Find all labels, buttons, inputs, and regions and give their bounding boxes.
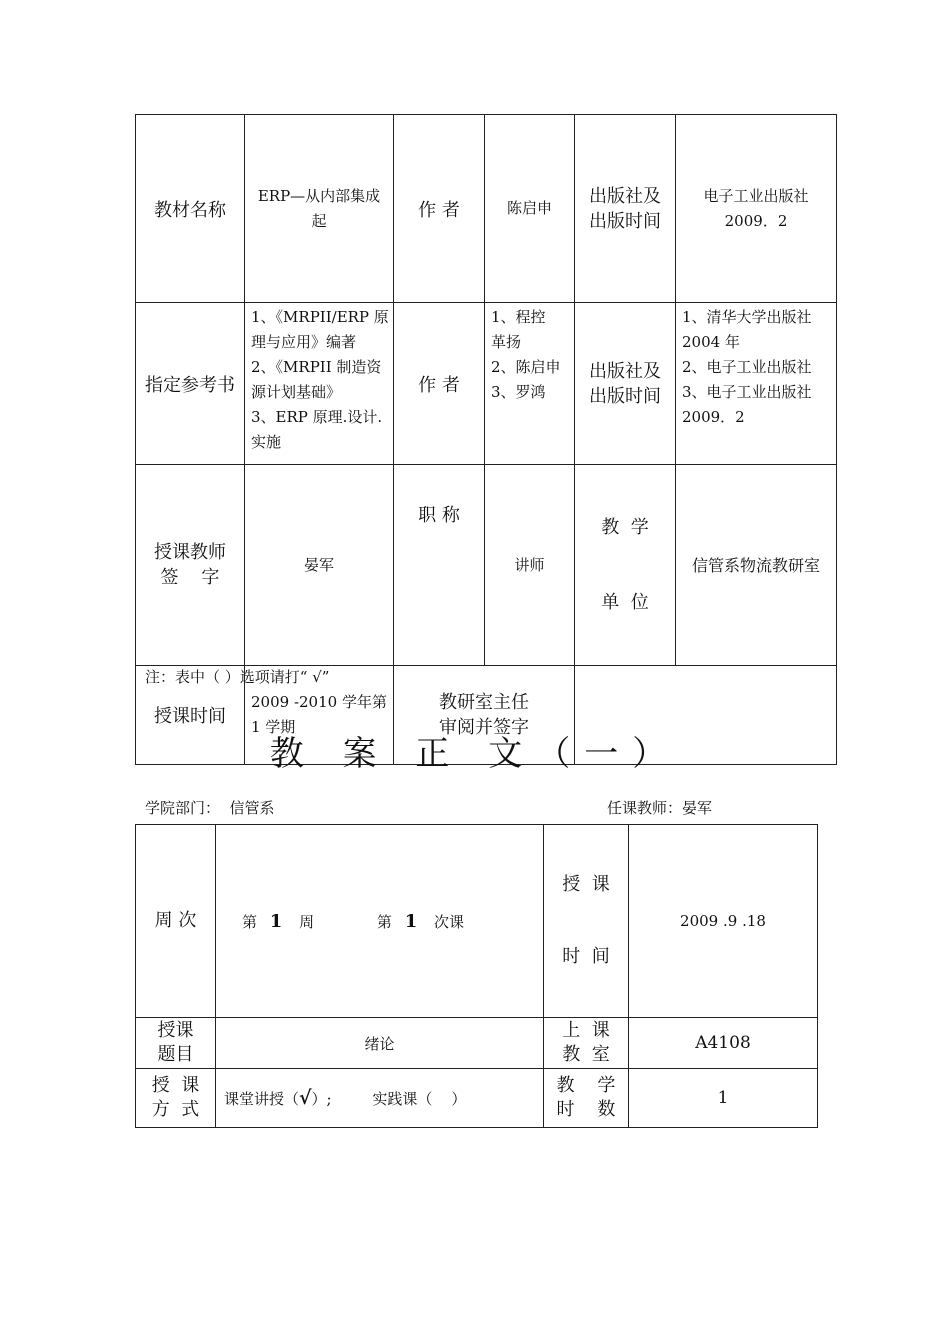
teaching-time-label: 授课时间 (136, 666, 245, 765)
publisher-value: 电子工业出版社 2009．2 (676, 115, 837, 303)
page-title: 教 案 正 文（一） (269, 734, 681, 774)
instructor-sign-label: 授课教师 签 字 (136, 465, 245, 666)
class-hours-label: 教 学 时 数 (544, 1069, 629, 1128)
department-line: 学院部门： 信管系 (145, 799, 275, 817)
textbook-label: 教材名称 (136, 115, 245, 303)
teach-date-value: 2009 .9 .18 (629, 825, 818, 1018)
author-value: 陈启申 (485, 115, 575, 303)
instructor-row (136, 465, 837, 666)
publisher-label: 出版社及 出版时间 (575, 115, 676, 303)
teacher-line: 任课教师：晏军 (607, 799, 713, 817)
teaching-unit-value: 信管系物流教研室 (676, 465, 837, 666)
reference-books: 1、《MRPII/ERP 原 理与应用》编著 2、《MRPII 制造资 源计划基础》 3、ERP 原理.设计. 实施 (245, 303, 394, 465)
job-title-value: 讲师 (485, 465, 575, 666)
job-title-label: 职 称 (394, 465, 485, 666)
lesson-plan-table (135, 824, 818, 1128)
author-label: 作 者 (394, 115, 485, 303)
class-hours-value: 1 (629, 1069, 818, 1128)
textbook-name: ERP—从内部集成 起 (245, 115, 394, 303)
reference-publisher-label: 出版社及 出版时间 (575, 303, 676, 465)
topic-label: 授课 题目 (136, 1018, 216, 1069)
instructor-signature: 晏军 (245, 465, 394, 666)
reference-row (136, 303, 837, 465)
director-review-label: 教研室主任 审阅并签字 (394, 666, 575, 765)
classroom-label: 上 课 教 室 (544, 1018, 629, 1069)
topic-row (136, 1018, 818, 1069)
reference-authors: 1、程控 革扬 2、陈启申 3、罗鸿 (485, 303, 575, 465)
week-row (136, 825, 818, 1018)
week-label: 周 次 (136, 825, 216, 1018)
textbook-row (136, 115, 837, 303)
classroom-value: A4108 (629, 1018, 818, 1069)
topic-value: 绪论 (216, 1018, 544, 1069)
teaching-time-value: 2009 -2010 学年第 1 学期 (245, 666, 394, 765)
week-value: 第 1 周 第 1 次课 (216, 825, 544, 1018)
method-value: 课堂讲授（√）; 实践课（ ） (216, 1069, 544, 1128)
table-note: 注：表中（ ）选项请打“ √” (145, 668, 330, 686)
reference-author-label: 作 者 (394, 303, 485, 465)
method-label: 授 课 方 式 (136, 1069, 216, 1128)
teach-time-label: 授 课 时 间 (544, 825, 629, 1018)
reference-publishers: 1、清华大学出版社 2004 年 2、电子工业出版社 3、电子工业出版社 2009．2 (676, 303, 837, 465)
teaching-unit-label: 教 学 单 位 (575, 465, 676, 666)
check-mark-icon: √ (299, 1087, 312, 1109)
method-row (136, 1069, 818, 1128)
reference-label: 指定参考书 (136, 303, 245, 465)
